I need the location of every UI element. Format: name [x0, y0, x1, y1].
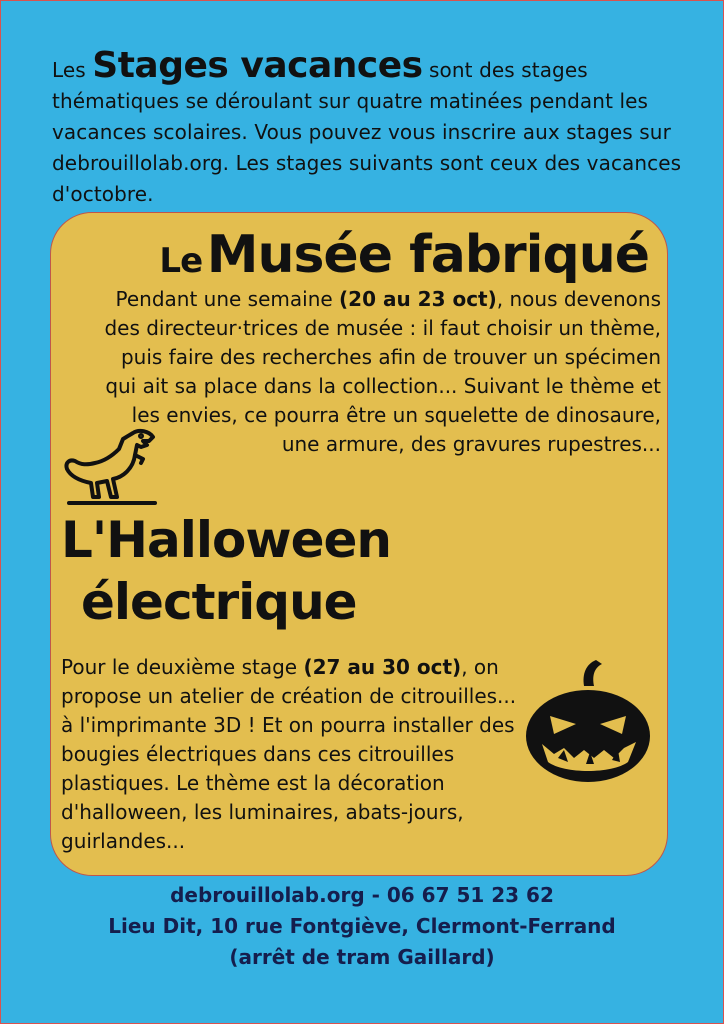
musee-title-main: Musée fabriqué	[206, 225, 649, 285]
footer-website-phone: debrouillolab.org - 06 67 51 23 62	[170, 883, 554, 907]
dinosaur-icon	[63, 425, 159, 509]
footer-tram-stop: (arrêt de tram Gaillard)	[229, 945, 495, 969]
musee-desc-before: Pendant une semaine	[115, 287, 340, 311]
content-panel	[50, 212, 668, 876]
musee-desc-after: , nous devenons des directeur·trices de musée : il faut choisir un thème, puis faire des recherches afin de trouver un spécimen qui ait sa place dans la collection... Suivant le thème et les envies, ce pourra être un squelette de dinosaure, une armure, des gravures rupestres...	[104, 287, 661, 456]
halloween-dates: (27 au 30 oct)	[303, 655, 462, 679]
halloween-title-line1: L'Halloween	[61, 511, 391, 569]
intro-les: Les	[52, 58, 86, 82]
musee-title-prefix: Le	[159, 241, 203, 281]
pumpkin-icon	[524, 658, 652, 783]
footer-contact	[0, 880, 724, 973]
intro-paragraph	[52, 45, 682, 210]
halloween-description	[61, 653, 531, 856]
halloween-desc-after: , on propose un atelier de création de citrouilles... à l'imprimante 3D ! Et on pourra installer des bougies électriques dans ces citrouilles plastiques. Le thème est la décoration d'halloween, les luminaires, abats-jours, guirlandes...	[61, 655, 517, 853]
musee-title	[159, 225, 649, 285]
intro-text: sont des stages thématiques se déroulant sur quatre matinées pendant les vacances scolaires. Vous pouvez vous inscrire aux stages sur debrouillolab.org. Les stages suivants sont ceux des vacances d'octobre.	[52, 58, 682, 206]
halloween-title-line2: électrique	[81, 573, 357, 631]
halloween-desc-before: Pour le deuxième stage	[61, 655, 304, 679]
stages-vacances-heading: Stages vacances	[92, 45, 423, 86]
halloween-title	[61, 509, 391, 633]
footer-address: Lieu Dit, 10 rue Fontgiève, Clermont-Ferrand	[108, 914, 616, 938]
musee-dates: (20 au 23 oct)	[339, 287, 497, 311]
musee-description	[101, 285, 661, 459]
